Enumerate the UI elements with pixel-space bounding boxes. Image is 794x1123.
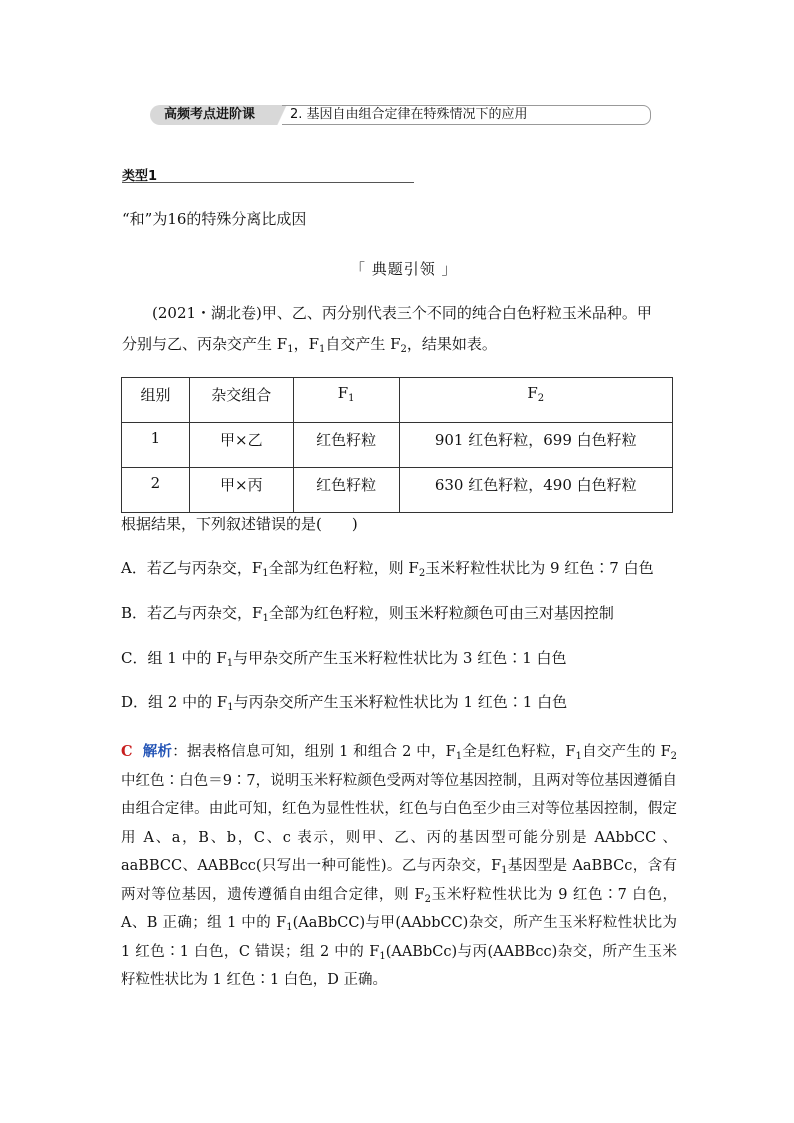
banner-category-label: 高频考点进阶课 xyxy=(150,105,282,125)
option-c: C．组 1 中的 $F_1$与甲杂交所产生玉米籽粒性状比为 3 红色∶1 白色 xyxy=(121,649,567,669)
question-line-2 xyxy=(122,333,497,355)
table-cell: 630 红色籽粒，490 白色籽粒 xyxy=(399,468,672,513)
section-heading: 「 典题引领 」 xyxy=(350,260,458,278)
question-line-1: (2021・湖北卷)甲、乙、丙分别代表三个不同的纯合白色籽粒玉米品种。甲 xyxy=(152,304,652,322)
table-cell: 甲×乙 xyxy=(189,423,293,468)
q2-text-a: 分别与乙、丙杂交产生 F xyxy=(122,335,288,353)
q2-text-d: ，结果如表。 xyxy=(406,335,497,353)
section-banner xyxy=(150,105,642,125)
q2-sub-a: 1 xyxy=(287,344,294,355)
subtitle: “和”为16的特殊分离比成因 xyxy=(122,210,307,228)
question-prompt: 根据结果，下列叙述错误的是( ) xyxy=(121,515,358,533)
answer-letter: C xyxy=(121,743,133,760)
option-a: A．若乙与丙杂交，$F_1$全部为红色籽粒，则 $F_2$玉米籽粒性状比为 9 红色∶7 白色 xyxy=(121,559,654,579)
q2-text-b: ，F xyxy=(293,335,319,353)
table-cell: 甲×丙 xyxy=(189,468,293,513)
header-f1: $F_1$ xyxy=(293,378,399,423)
analysis-label: 解析 xyxy=(142,743,173,760)
type-heading: 类型1 xyxy=(122,169,158,184)
q2-sub-c: 2 xyxy=(400,344,407,355)
option-b: B．若乙与丙杂交，$F_1$全部为红色籽粒，则玉米籽粒颜色可由三对基因控制 xyxy=(121,604,614,624)
type-heading-rule xyxy=(122,182,414,183)
table-cell: 红色籽粒 xyxy=(293,423,399,468)
table-cell: 2 xyxy=(122,468,190,513)
header-cross: 杂交组合 xyxy=(189,378,293,423)
table-row xyxy=(122,423,673,468)
banner-topic-title: 2. 基因自由组合定律在特殊情况下的应用 xyxy=(282,105,651,125)
header-f2: $F_2$ xyxy=(399,378,672,423)
option-d: D．组 2 中的 $F_1$与丙杂交所产生玉米籽粒性状比为 1 红色∶1 白色 xyxy=(121,693,568,713)
results-table xyxy=(121,377,673,513)
table-cell: 红色籽粒 xyxy=(293,468,399,513)
table-header-row xyxy=(122,378,673,423)
table-cell: 901 红色籽粒，699 白色籽粒 xyxy=(399,423,672,468)
analysis-block: C 解析：据表格信息可知，组别 1 和组合 2 中，$F_1$全是红色籽粒，$F_1$自交产生的 $F_2$中红色∶白色＝9∶7，说明玉米籽粒颜色受两对等位基因控制，且两对等位基因遵循自由组合定律。由此可知，红色为显性性状，红色与白色至少由三对等位基因控制，假定用 A、a，B、b，C、c 表示，则甲、乙、丙的基因型可能分别是 AAbbCC 、aaBBCC、AABBcc(只写出一种可能性)。乙与丙杂交，$F_1$基因型是 AaBBCc，含有两对等位基因，遗传遵循自由组合定律，则 $F_2$玉米籽粒性状比为 9 红色∶7 白色，A、B 正确；组 1 中的 $F_1(AaBbCC)$与甲(AAbbCC)杂交，所产生玉米籽粒性状比为 1 红色∶1 白色，C 错误；组 2 中的 $F_1(AABbCc)$与丙(AABBcc)杂交，所产生玉米籽粒性状比为 1 红色∶1 白色，D 正确。 xyxy=(121,743,678,988)
table-cell: 1 xyxy=(122,423,190,468)
header-group: 组别 xyxy=(122,378,190,423)
table-row xyxy=(122,468,673,513)
q2-text-c: 自交产生 F xyxy=(325,335,401,353)
q2-sub-b: 1 xyxy=(318,344,326,355)
